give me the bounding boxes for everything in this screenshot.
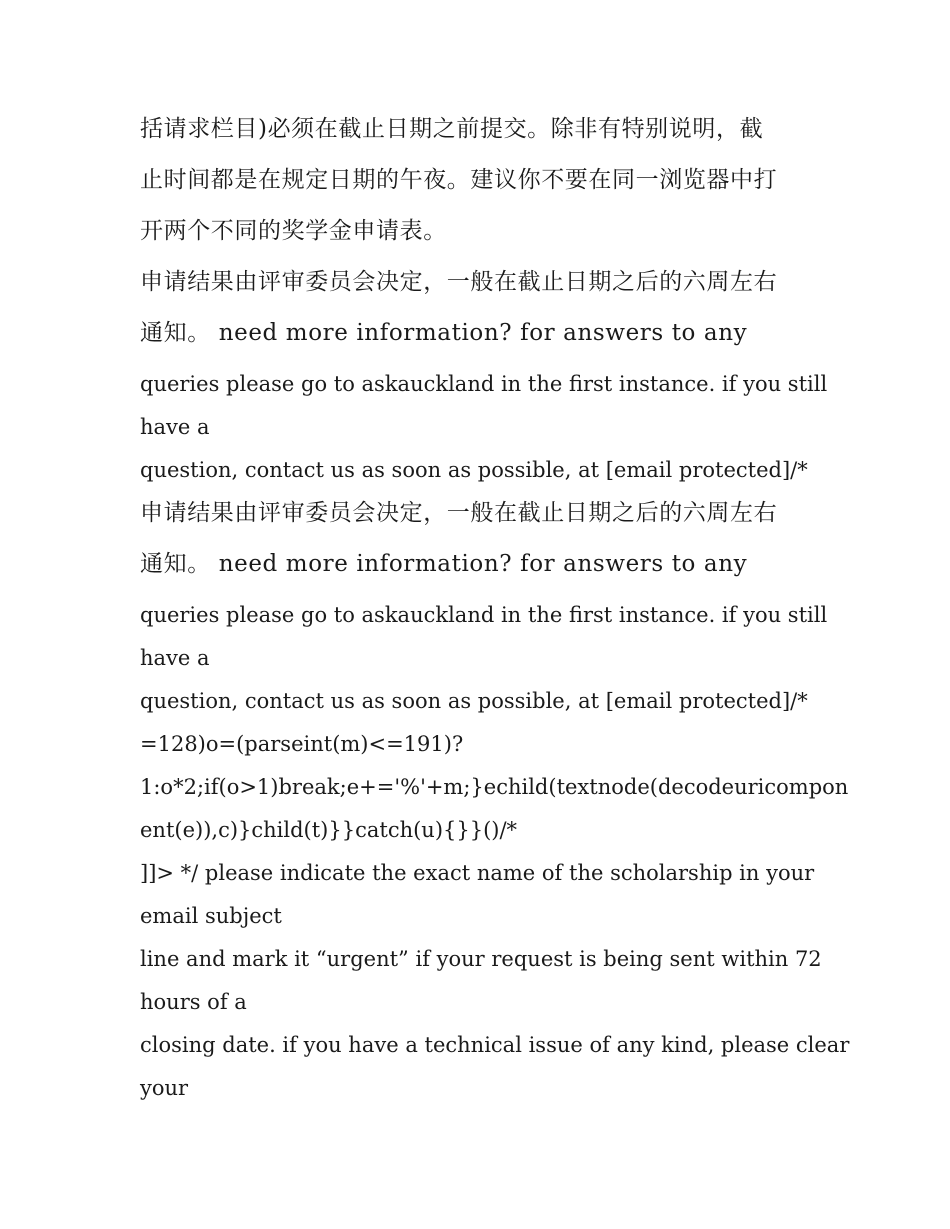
text-line: queries please go to askauckland in the first instance. if you still (140, 372, 828, 396)
text-line: question, contact us as soon as possible, at [email protected]/* (140, 689, 808, 713)
text-line: 通知。 need more information? for answers to any (140, 320, 748, 346)
text-line: have a (140, 415, 210, 439)
text-line: 1:o*2;if(o>1)break;e+='%'+m;}echild(textnode(decodeuricompon (140, 775, 849, 799)
text-line: 括请求栏目)必须在截止日期之前提交。除非有特别说明，截 (140, 116, 764, 142)
text-line: ent(e)),c)}child(t)}}catch(u){}}()/* (140, 818, 518, 842)
text-line: ]]> */ please indicate the exact name of the scholarship in your (140, 861, 815, 885)
text-line: 申请结果由评审委员会决定，一般在截止日期之后的六周左右 (140, 500, 778, 526)
text-line: closing date. if you have a technical issue of any kind, please clear (140, 1033, 850, 1057)
text-line: email subject (140, 904, 282, 928)
document-page (140, 108, 850, 1110)
text-line: 开两个不同的奖学金申请表。 (140, 218, 447, 244)
text-line: your (140, 1076, 189, 1100)
text-line: 止时间都是在规定日期的午夜。建议你不要在同一浏览器中打 (140, 167, 778, 193)
text-line: 申请结果由评审委员会决定，一般在截止日期之后的六周左右 (140, 269, 778, 295)
text-line: hours of a (140, 990, 247, 1014)
text-line: line and mark it “urgent” if your request is being sent within 72 (140, 947, 822, 971)
text-line: =128)o=(parseint(m)<=191)? (140, 732, 464, 756)
text-line: have a (140, 646, 210, 670)
text-line: queries please go to askauckland in the first instance. if you still (140, 603, 828, 627)
text-line: question, contact us as soon as possible, at [email protected]/* (140, 458, 808, 482)
text-line: 通知。 need more information? for answers to any (140, 551, 748, 577)
